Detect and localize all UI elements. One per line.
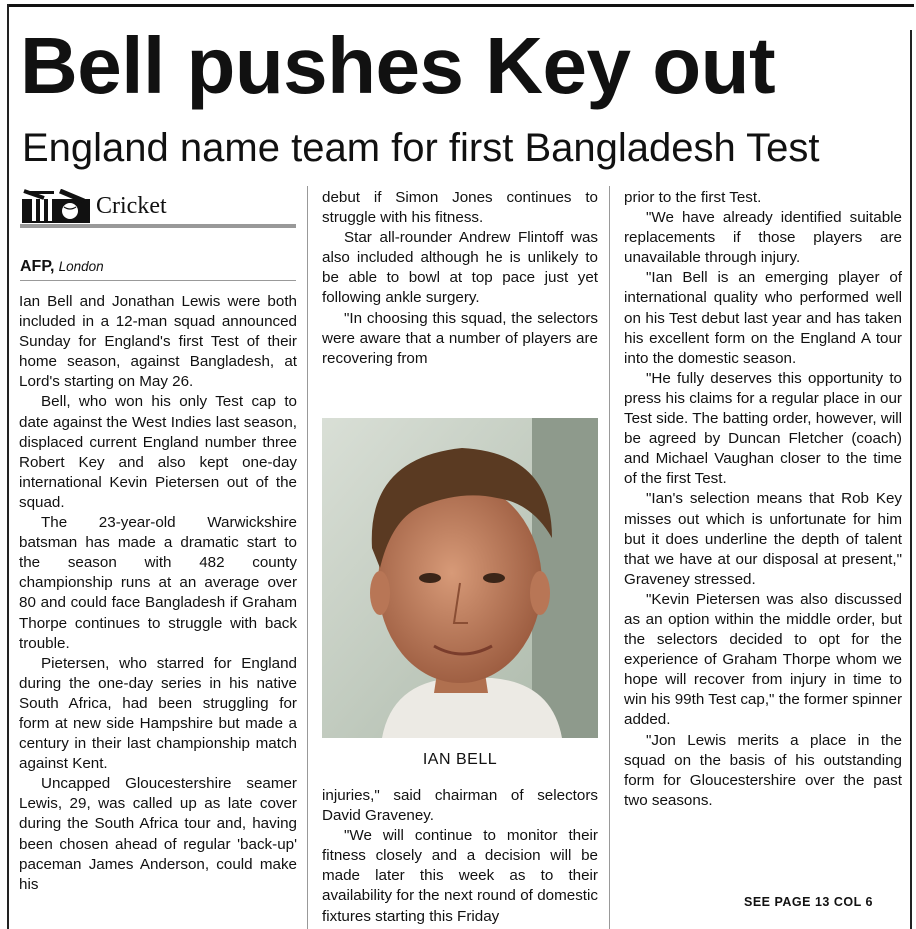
continuation-link[interactable]: SEE PAGE 13 COL 6: [744, 895, 873, 909]
left-border-rule: [7, 4, 9, 929]
byline: [20, 258, 296, 276]
byline-location: London: [58, 259, 104, 274]
paragraph: Ian Bell and Jonathan Lewis were both included in a 12-man squad announced Sunday for England's first Test of their home season, against Bangladesh, at Lord's starting on May 26.: [19, 293, 297, 391]
article-column-3: [624, 188, 902, 811]
paragraph: "We have already identified suitable replacements if those players are unavailable through injury.: [624, 209, 902, 267]
paragraph: "In choosing this squad, the selectors were aware that a number of players are recovering from: [322, 309, 598, 367]
section-underline: [20, 224, 296, 228]
paragraph: Star all-rounder Andrew Flintoff was also included although he is unlikely to be able to bowl at top pace just yet following ankle surgery.: [322, 229, 598, 307]
paragraph: "Ian Bell is an emerging player of international quality who performed well on his Test debut last year and has taken his excellent form on the England A tour into the domestic season.: [624, 269, 902, 367]
article-column-2-top: [322, 188, 598, 369]
paragraph: injuries," said chairman of selectors David Graveney.: [322, 787, 598, 825]
byline-agency: AFP,: [20, 258, 55, 275]
player-portrait-image: [322, 418, 598, 738]
section-label: Cricket: [96, 193, 167, 219]
paragraph: "Ian's selection means that Rob Key misses out which is unfortunate for him but it does underline the depth of talent that we have at our disposal at present," Graveney stressed.: [624, 490, 902, 588]
paragraph: "We will continue to monitor their fitness closely and a decision will be made later this week as to their availability for the next round of domestic fixtures starting this Friday: [322, 827, 598, 925]
column-divider: [307, 186, 308, 929]
top-rule: [8, 4, 914, 7]
paragraph: Uncapped Gloucestershire seamer Lewis, 29, was called up as late cover during the South Africa tour and, having been chosen ahead of regular 'back-up' paceman James Anderson, could make his: [19, 775, 297, 893]
paragraph: "Kevin Pietersen was also discussed as an option within the middle order, but the selectors decided to opt for the experience of Graham Thorpe whom we hope will recover from injury in time to win his 99th Test cap," the former spinner added.: [624, 590, 902, 729]
column-divider: [609, 186, 610, 929]
paragraph: prior to the first Test.: [624, 189, 762, 206]
article-column-1: [19, 292, 297, 895]
cricket-stumps-icon: [22, 189, 90, 223]
paragraph: "Jon Lewis merits a place in the squad on the basis of his outstanding form for Gloucestershire over the past two seasons.: [624, 731, 902, 809]
article-column-2-bottom: [322, 786, 598, 927]
player-photo: [322, 418, 598, 738]
photo-caption: IAN BELL: [422, 751, 498, 768]
paragraph: debut if Simon Jones continues to struggle with his fitness.: [322, 189, 598, 227]
paragraph: Pietersen, who starred for England during the one-day series in his native South Africa, had been struggling for form at new side Hampshire but made a century in their last championship match against Kent.: [19, 654, 297, 773]
paragraph: The 23-year-old Warwickshire batsman has made a dramatic start to the season with 482 county championship runs at an average over 80 and could face Bangladesh if Graham Thorpe continues to struggle with back trouble.: [19, 514, 297, 652]
subheadline: England name team for first Bangladesh Test: [22, 126, 820, 170]
paragraph: Bell, who won his only Test cap to date against the West Indies last season, displaced current England number three Robert Key and also kept one-day international Kevin Pietersen out of the squad.: [19, 393, 297, 511]
paragraph: "He fully deserves this opportunity to press his claims for a regular place in our Test side. The batting order, however, will be agreed by Duncan Fletcher (coach) and Michael Vaughan closer to the time of the first Test.: [624, 369, 902, 488]
headline: Bell pushes Key out: [20, 21, 776, 110]
section-label-cricket: [20, 185, 298, 233]
byline-rule: [20, 280, 296, 281]
right-border-rule: [910, 30, 912, 929]
